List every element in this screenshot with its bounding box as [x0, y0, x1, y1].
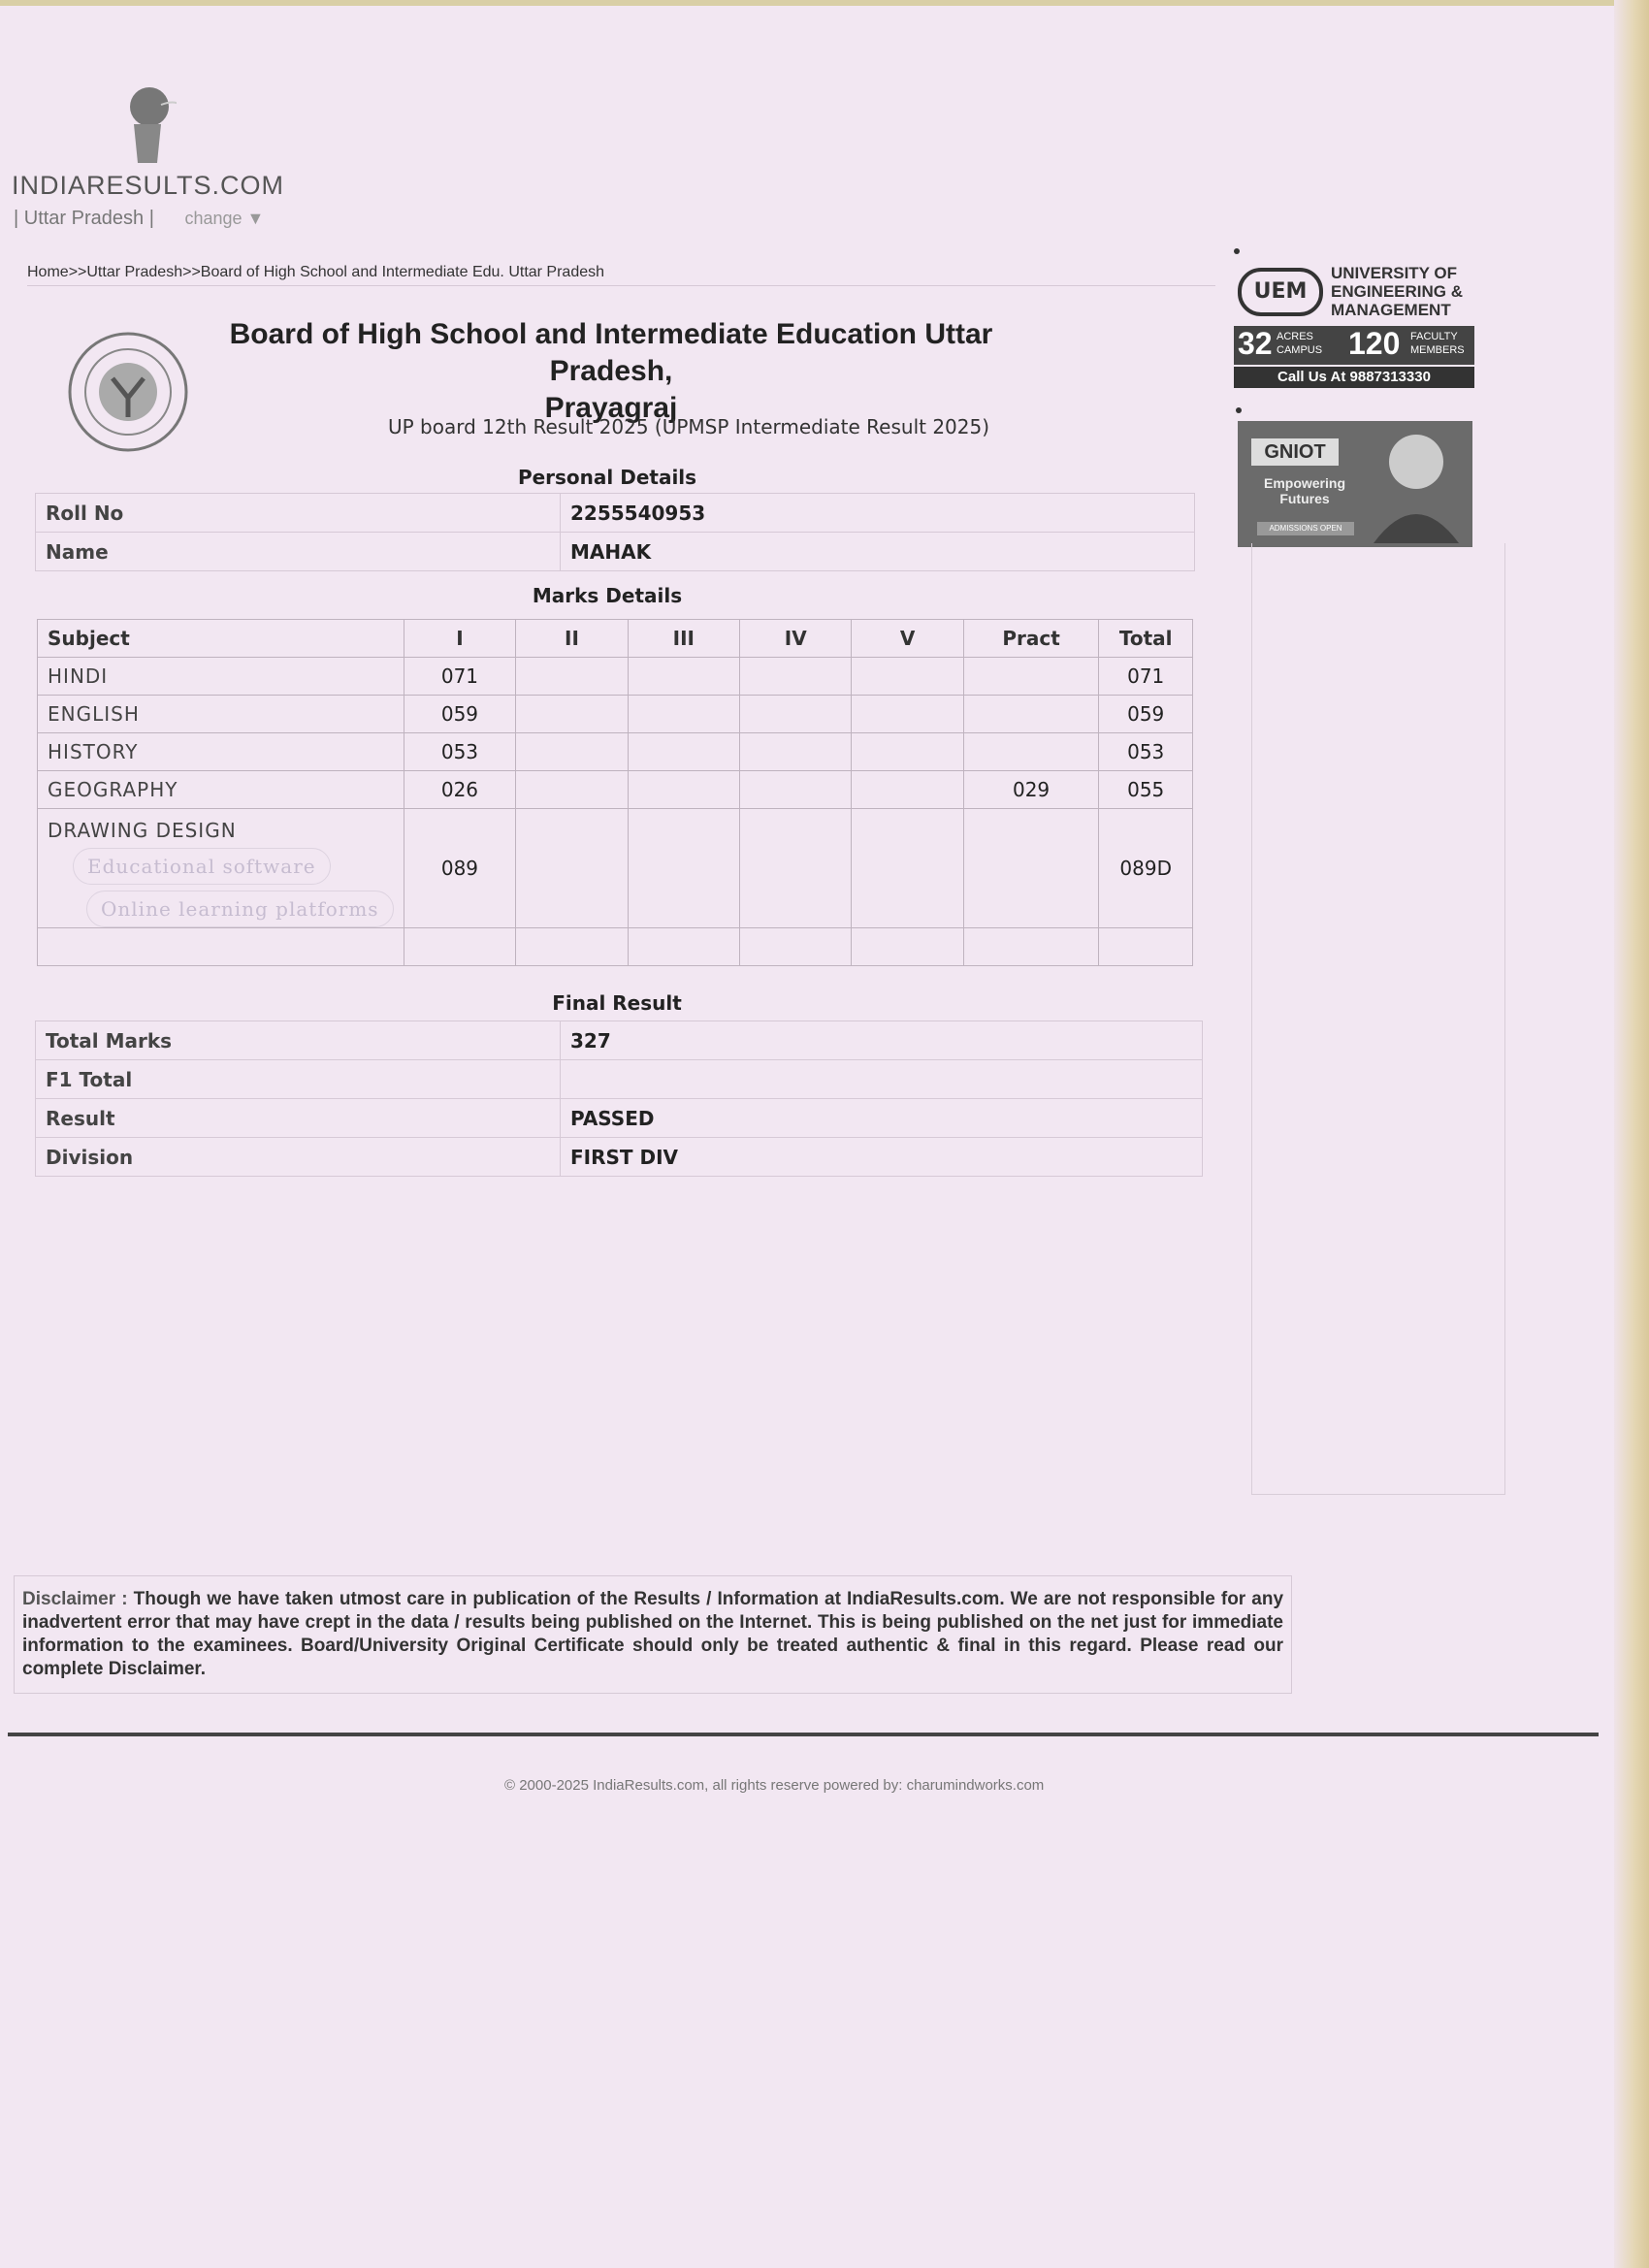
gniot-admissions: ADMISSIONS OPEN: [1257, 522, 1354, 535]
roll-no-label: Roll No: [36, 494, 561, 533]
watermark-online-learning: Online learning platforms: [86, 891, 394, 927]
footer-divider: [8, 1733, 1599, 1736]
footer-copyright: © 2000-2025 IndiaResults.com, all rights reserve powered by: charumindworks.com: [504, 1777, 1045, 1794]
result-value: PASSED: [561, 1099, 1203, 1138]
gniot-logo: GNIOT: [1251, 438, 1339, 466]
mark-i-cell: 071: [404, 658, 516, 696]
marks-details-heading: Marks Details: [532, 584, 683, 607]
mark-i-cell: 059: [404, 696, 516, 733]
ad-bullet: [1236, 407, 1242, 413]
col-i: I: [404, 620, 516, 658]
personal-details-heading: Personal Details: [517, 466, 697, 489]
total-cell: 059: [1099, 696, 1193, 733]
col-pract: Pract: [963, 620, 1099, 658]
subject-cell: ENGLISH: [38, 696, 404, 733]
breadcrumb-divider: [27, 285, 1215, 286]
roll-no-value: 2255540953: [561, 494, 1195, 533]
pract-cell: 029: [963, 771, 1099, 809]
state-selector: [14, 208, 264, 230]
subject-cell: HISTORY: [38, 733, 404, 771]
personal-details-table: [35, 493, 1195, 571]
uem-stats: 32 ACRES CAMPUS 120 FACULTY MEMBERS: [1234, 326, 1474, 365]
col-subject: Subject: [38, 620, 404, 658]
marks-header-row: [38, 620, 1193, 658]
board-seal-icon: [64, 330, 192, 454]
mark-i-cell: 053: [404, 733, 516, 771]
gniot-tagline: Empowering Futures: [1263, 475, 1345, 506]
subject-cell: [38, 809, 404, 928]
uem-call: Call Us At 9887313330: [1234, 367, 1474, 388]
breadcrumb-separator: >>: [182, 264, 201, 280]
division-value: FIRST DIV: [561, 1138, 1203, 1177]
division-label: Division: [36, 1138, 561, 1177]
ad-uem-banner[interactable]: [1234, 262, 1474, 388]
logo-figure-icon: [118, 85, 177, 173]
final-result-table: [35, 1021, 1203, 1177]
ad-sidebar-frame: [1251, 543, 1505, 1495]
uem-logo: UEM: [1238, 268, 1323, 316]
table-row: [38, 696, 1193, 733]
total-cell: 071: [1099, 658, 1193, 696]
col-iv: IV: [740, 620, 852, 658]
result-subtitle: UP board 12th Result 2025 (UPMSP Intermediate Result 2025): [388, 415, 990, 438]
table-row: [38, 733, 1193, 771]
breadcrumb-separator: >>: [68, 264, 87, 280]
page-top-edge: [0, 0, 1649, 6]
pract-cell: [963, 658, 1099, 696]
col-iii: III: [628, 620, 739, 658]
col-v: V: [852, 620, 963, 658]
table-row-empty: [38, 928, 1193, 966]
pract-cell: [963, 733, 1099, 771]
f1-total-value: [561, 1060, 1203, 1099]
disclaimer: [14, 1575, 1292, 1694]
col-total: Total: [1099, 620, 1193, 658]
total-marks-label: Total Marks: [36, 1021, 561, 1060]
col-ii: II: [516, 620, 628, 658]
pract-cell: [963, 696, 1099, 733]
disclaimer-lead: Disclaimer :: [22, 1589, 134, 1609]
change-state-link[interactable]: change ▼: [184, 209, 265, 228]
watermark-educational-software: Educational software: [73, 848, 331, 885]
ad-gniot-banner[interactable]: [1238, 421, 1472, 547]
ad-bullet: [1234, 248, 1240, 254]
subject-cell: GEOGRAPHY: [38, 771, 404, 809]
site-logo[interactable]: [12, 85, 303, 241]
board-title-line2: Prayagraj: [544, 392, 678, 424]
total-cell: 053: [1099, 733, 1193, 771]
result-label: Result: [36, 1099, 561, 1138]
gniot-person-icon: [1364, 427, 1469, 543]
f1-total-label: F1 Total: [36, 1060, 561, 1099]
breadcrumb-board[interactable]: Board of High School and Intermediate Edu. Uttar Pradesh: [200, 264, 605, 280]
subject-name: DRAWING DESIGN: [48, 819, 237, 842]
total-cell: 055: [1099, 771, 1193, 809]
uem-name: UNIVERSITY OF ENGINEERING & MANAGEMENT: [1331, 264, 1464, 319]
state-name: | Uttar Pradesh |: [14, 208, 154, 229]
disclaimer-text: Though we have taken utmost care in publication of the Results / Information at IndiaResults.com. We are not responsible for any inadvertent error that may have crept in the data / results being published on the Internet. This is being published on the net just for immediate information to the examinees. Board/University Original Certificate should only be treated authentic & final in this regard. Please read our complete Disclaimer.: [22, 1589, 1284, 1679]
table-row: [38, 771, 1193, 809]
total-cell: 089D: [1099, 809, 1193, 928]
table-row: [38, 809, 1193, 928]
total-marks-value: 327: [561, 1021, 1203, 1060]
pract-cell: [963, 809, 1099, 928]
name-label: Name: [36, 533, 561, 571]
breadcrumb-home[interactable]: Home: [27, 264, 69, 280]
final-result-heading: Final Result: [552, 991, 682, 1015]
marks-table: [37, 619, 1193, 966]
subject-cell: HINDI: [38, 658, 404, 696]
logo-text: INDIARESULTS.COM: [12, 171, 285, 200]
table-row: [38, 658, 1193, 696]
mark-i-cell: 026: [404, 771, 516, 809]
mark-i-cell: 089: [404, 809, 516, 928]
page-right-edge: [1614, 0, 1649, 2268]
name-value: MAHAK: [561, 533, 1195, 571]
board-title-line1: Board of High School and Intermediate Education Uttar Pradesh,: [229, 318, 993, 387]
breadcrumb-state[interactable]: Uttar Pradesh: [86, 264, 183, 280]
breadcrumb: [27, 264, 604, 281]
page-title: [223, 316, 999, 427]
